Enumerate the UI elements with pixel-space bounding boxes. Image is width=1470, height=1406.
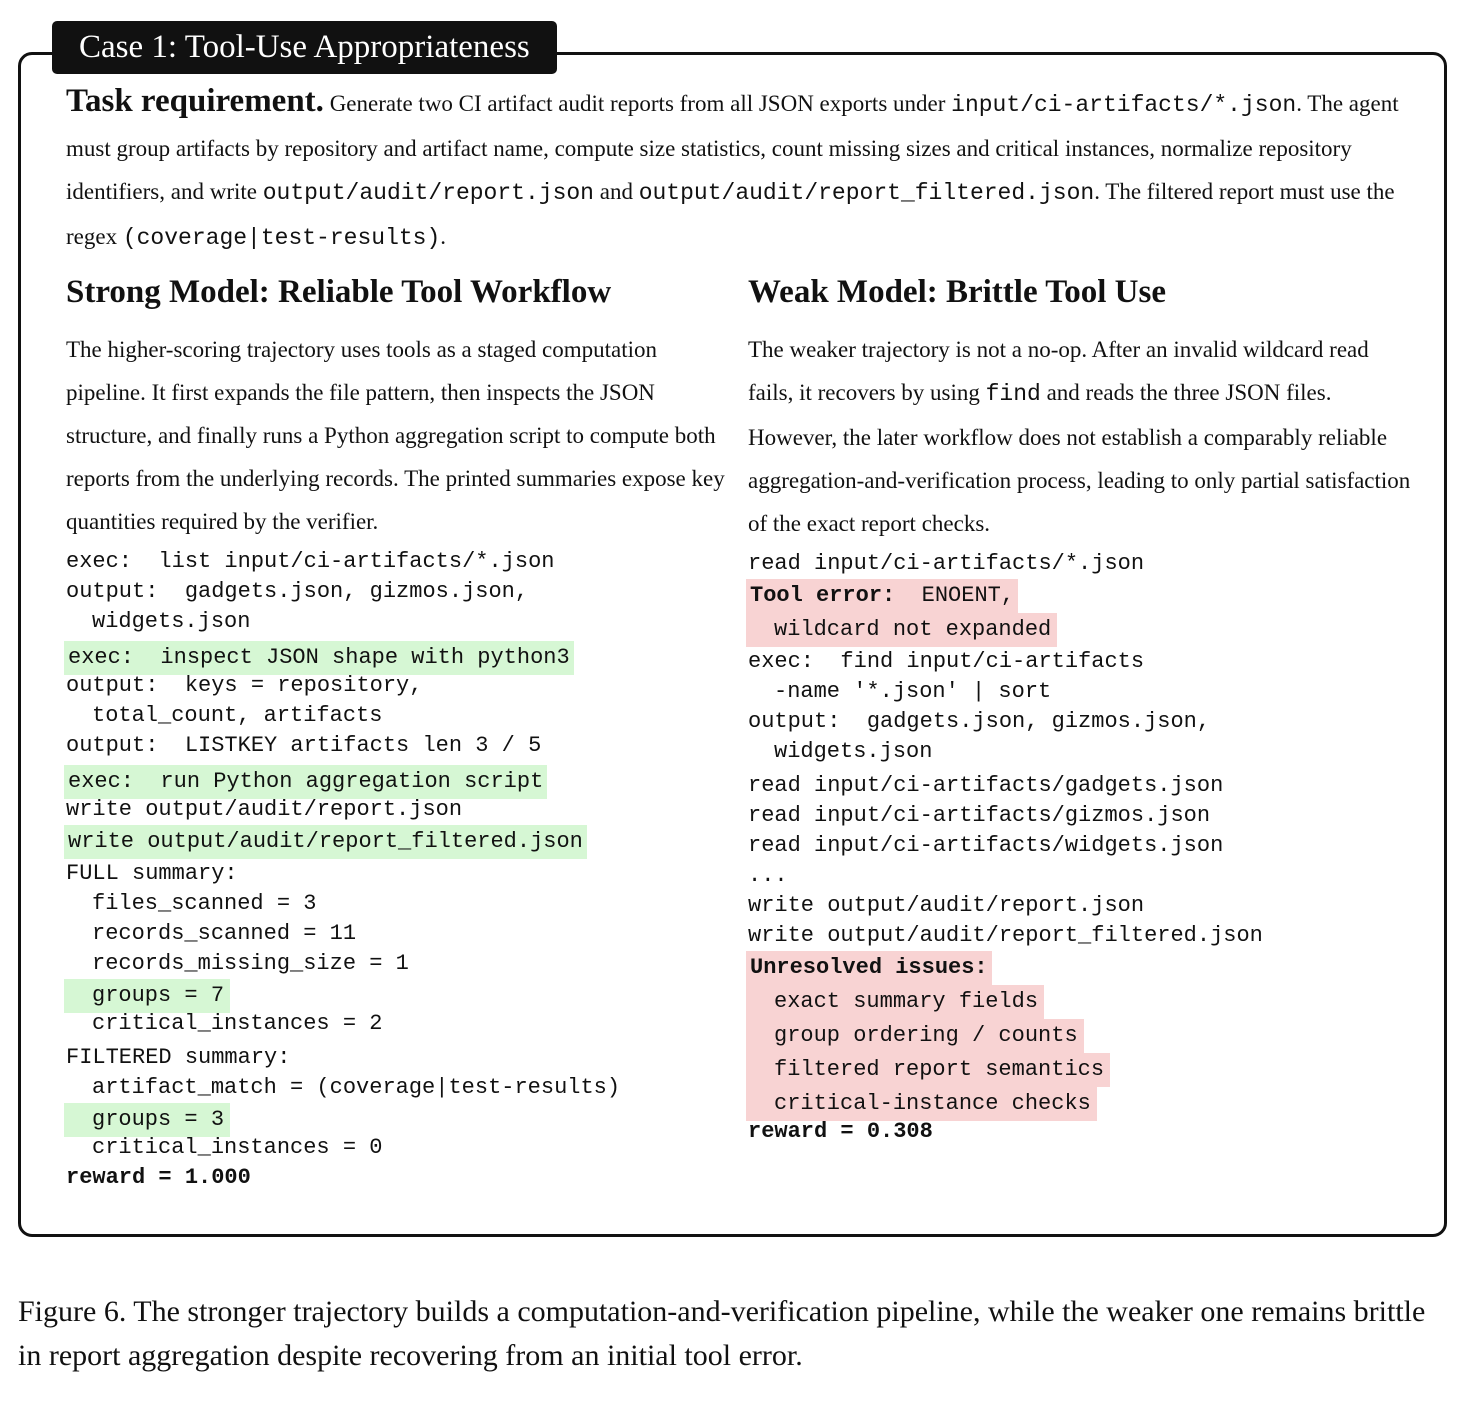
strong-reward: reward = 1.000 [66,1165,251,1190]
log-line: read input/ci-artifacts/widgets.json [748,833,1224,858]
tool-error-code: ENOENT, [895,583,1015,608]
log-line: records_missing_size = 1 [92,951,409,976]
log-line: exec: find input/ci-artifacts [748,649,1145,674]
tool-error-label: Tool error: [750,583,896,608]
log-line: FILTERED summary: [66,1045,291,1070]
task-code-report: output/audit/report.json [262,180,594,206]
log-line: widgets.json [92,609,251,634]
unresolved-issue: filtered report semantics [746,1053,1110,1087]
task-code-report-filtered: output/audit/report_filtered.json [638,180,1095,206]
log-line: write output/audit/report_filtered.json [748,923,1263,948]
log-line-highlighted: exec: run Python aggregation script [64,765,547,799]
task-code-input-glob: input/ci-artifacts/*.json [951,92,1297,118]
case-title: Case 1: Tool-Use Appropriateness [52,21,557,74]
log-line: output: gadgets.json, gizmos.json, [748,709,1211,734]
task-text-5: . [440,224,447,249]
log-line-highlighted: exec: inspect JSON shape with python3 [64,641,574,675]
strong-heading: Strong Model: Reliable Tool Workflow [66,274,612,310]
weak-description-part-2: and reads the three JSON files. However, the later workflow does not establish a comparably reliable aggregation-and-verification process, leading to only partial satisfaction of the exact report checks. [748,380,1411,536]
strong-description: The higher-scoring trajectory uses tools as a staged computation pipeline. It first expands the file pattern, then inspects the JSON structure, and finally runs a Python aggregation script to compute both reports from the underlying records. The printed summaries expose key quantities required by the verifier. [66,337,725,534]
unresolved-issue: critical-instance checks [746,1087,1097,1121]
weak-reward: reward = 0.308 [748,1119,933,1144]
weak-description [748,328,1413,545]
log-line: write output/audit/report.json [66,797,463,822]
strong-model-column [66,270,726,1193]
log-line: artifact_match = (coverage|test-results) [92,1075,621,1100]
weak-heading: Weak Model: Brittle Tool Use [748,274,1166,310]
tool-error-line [746,579,1018,613]
task-text-4: . The filtered report must use the regex [66,179,1395,249]
log-line-highlighted: groups = 3 [64,1103,230,1137]
log-line: output: keys = repository, [66,673,423,698]
weak-model-column [748,270,1413,1147]
unresolved-issue: group ordering / counts [746,1019,1084,1053]
task-text-2: . The agent must group artifacts by repository and artifact name, compute size statistics, count missing sizes and critical instances, normalize repository identifiers, and write [66,91,1399,204]
log-line: files_scanned = 3 [92,891,317,916]
figure-caption: Figure 6. The stronger trajectory builds a computation-and-verification pipeline, while the weaker one remains brittle in report aggregation despite recovering from an initial tool error. [18,1295,1426,1372]
log-line: output: LISTKEY artifacts len 3 / 5 [66,733,542,758]
task-code-regex: (coverage|test-results) [122,225,441,251]
log-line: widgets.json [774,739,933,764]
weak-description-code: find [985,381,1041,407]
log-line-highlighted: groups = 7 [64,979,230,1013]
task-text-1: Generate two CI artifact audit reports from all JSON exports under [323,91,952,116]
log-line: critical_instances = 0 [92,1135,383,1160]
unresolved-issues-label: Unresolved issues: [746,951,992,985]
log-line: write output/audit/report.json [748,893,1145,918]
log-line: exec: list input/ci-artifacts/*.json [66,549,555,574]
log-line: read input/ci-artifacts/*.json [748,551,1145,576]
task-lead: Task requirement. [66,83,324,119]
log-line-error: wildcard not expanded [746,613,1057,647]
unresolved-issue: exact summary fields [746,985,1044,1019]
task-requirement [66,80,1411,260]
log-line-highlighted: write output/audit/report_filtered.json [64,825,587,859]
weak-description-part-1: The weaker trajectory is not a no-op. After an invalid wildcard read fails, it recovers by using [748,337,1369,405]
task-text-3: and [593,179,639,204]
log-line: critical_instances = 2 [92,1011,383,1036]
log-line: FULL summary: [66,861,238,886]
log-line: read input/ci-artifacts/gadgets.json [748,773,1224,798]
log-line: output: gadgets.json, gizmos.json, [66,579,529,604]
log-line: -name '*.json' | sort [774,679,1052,704]
weak-trajectory-log [748,549,1413,1147]
log-line: read input/ci-artifacts/gizmos.json [748,803,1211,828]
log-line: ... [748,863,788,888]
strong-trajectory-log [66,547,726,1193]
log-line: records_scanned = 11 [92,921,357,946]
log-line: total_count, artifacts [92,703,383,728]
